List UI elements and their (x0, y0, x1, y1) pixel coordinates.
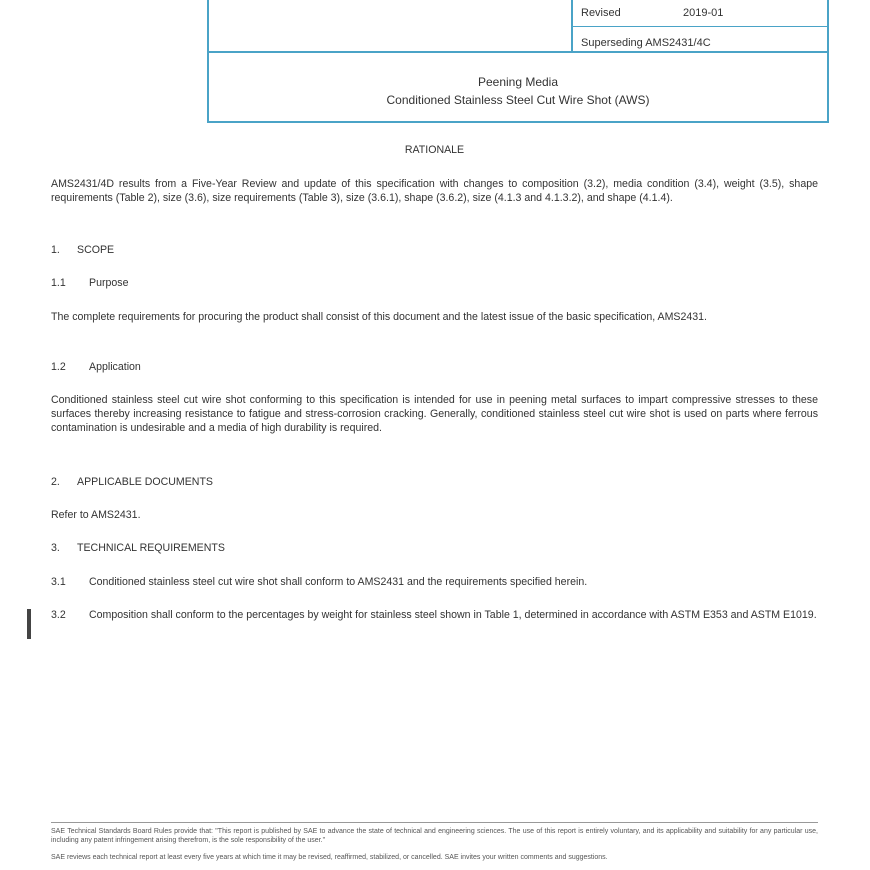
section-number: 1.1 (51, 277, 66, 289)
footer-disclaimer: SAE Technical Standards Board Rules provide that: "This report is published by SAE to advance the state of technical and engineering sciences. The use of this report is entirely voluntary, and its applicability and suitability for any particular use, including any patent infringement arising therefrom, is the sole responsibility of the user." (51, 828, 818, 844)
document-title-line1: Peening Media (477, 75, 559, 89)
section-title: APPLICABLE DOCUMENTS (77, 476, 213, 488)
rationale-heading: RATIONALE (404, 144, 465, 156)
footer-review-note: SAE reviews each technical report at least every five years at which time it may be revised, reaffirmed, stabilized, or cancelled. SAE invites your written comments and suggestions. (51, 854, 608, 861)
section-title: SCOPE (77, 244, 115, 256)
section-1-2-heading (51, 360, 818, 374)
document-title-line2: Conditioned Stainless Steel Cut Wire Shot (AWS) (386, 93, 650, 107)
section-title: Purpose (89, 277, 129, 289)
section-1-1-heading (51, 276, 818, 290)
revised-date: 2019-01 (683, 7, 724, 19)
document-header-box (207, 0, 829, 123)
section-3-heading (51, 541, 818, 555)
footer-rule (51, 822, 818, 823)
section-number: 1. (51, 244, 60, 256)
section-title: TECHNICAL REQUIREMENTS (77, 542, 225, 554)
section-3-1 (51, 575, 818, 589)
revised-label: Revised (581, 7, 621, 19)
section-number: 3. (51, 542, 60, 554)
section-3-2 (51, 608, 818, 622)
section-number: 3.1 (51, 576, 66, 588)
section-2-heading (51, 475, 818, 489)
header-divider-horizontal (209, 51, 827, 53)
section-1-1-text: The complete requirements for procuring the product shall consist of this document and the latest issue of the basic specification, AMS2431. (51, 311, 707, 323)
section-3-1-text: Conditioned stainless steel cut wire shot shall conform to AMS2431 and the requirements specified herein. (89, 576, 588, 588)
revision-change-bar (27, 609, 31, 639)
section-number: 1.2 (51, 361, 66, 373)
section-1-heading (51, 243, 818, 257)
section-number: 3.2 (51, 609, 66, 621)
header-divider-inner (571, 26, 827, 27)
section-3-2-text: Composition shall conform to the percentages by weight for stainless steel shown in Table 1, determined in accordance with ASTM E353 and ASTM E1019. (89, 609, 817, 621)
section-1-2-text: Conditioned stainless steel cut wire shot conforming to this specification is intended for use in peening metal surfaces to impart compressive stresses to these surfaces thereby increasing resistance to fatigue and stress-corrosion cracking. Generally, conditioned stainless steel cut wire shot is used on parts where ferrous contamination is undesirable and a media of high durability is required. (51, 394, 818, 434)
rationale-text: AMS2431/4D results from a Five-Year Review and update of this specification with changes to composition (3.2), media condition (3.4), weight (3.5), shape requirements (Table 2), size (3.6), size requirements (Table 3), size (3.6.1), shape (3.6.2), size (4.1.3 and 4.1.3.2), and shape (4.1.4). (51, 178, 818, 204)
superseding-note: Superseding AMS2431/4C (581, 37, 711, 49)
section-number: 2. (51, 476, 60, 488)
section-2-text: Refer to AMS2431. (51, 509, 141, 521)
section-title: Application (89, 361, 141, 373)
